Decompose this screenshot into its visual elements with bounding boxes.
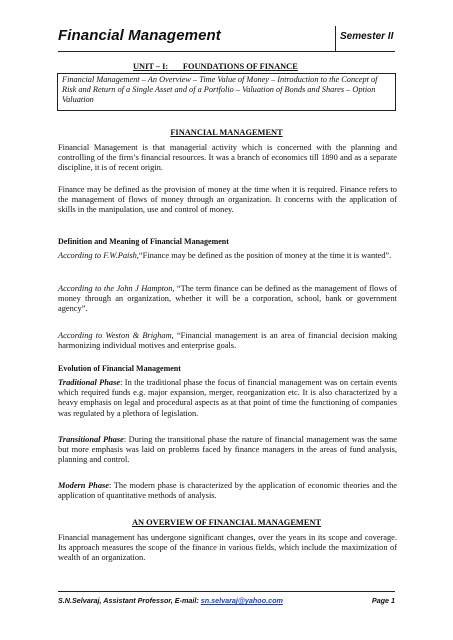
finance-definition-paragraph: Finance may be defined as the provision of money at the time when it is required. Finance refers to the management of flows of money through an organization. It concerns with the application of skills in the manipulation, use and control of money. bbox=[58, 185, 397, 215]
footer-page-number: Page 1 bbox=[371, 596, 395, 605]
unit-label: UNIT – I: bbox=[133, 62, 169, 71]
hampton-quote: “The term finance can be defined as the management of flows of money through an organization, whether it will be a corporation, school, bank or government agency”. bbox=[58, 284, 397, 314]
definition-heading: Definition and Meaning of Financial Management bbox=[58, 237, 229, 246]
header-semester: Semester II bbox=[340, 31, 394, 42]
transitional-phase-label: Transitional Phase bbox=[58, 435, 124, 444]
definition-hampton bbox=[58, 284, 397, 315]
section-heading-overview: AN OVERVIEW OF FINANCIAL MANAGEMENT bbox=[131, 518, 322, 527]
definition-paish bbox=[58, 251, 397, 261]
modern-phase-text: : The modern phase is characterized by the application of economic theories and the application of quantitative methods of analysis. bbox=[58, 481, 397, 501]
intro-paragraph: Financial Management is that managerial activity which is concerned with the planning and controlling of the firm’s financial resources. It was a branch of economics till 1890 and as a separate discipline, it is of recent origin. bbox=[58, 143, 397, 173]
definition-weston-brigham bbox=[58, 331, 397, 351]
header-title: Financial Management bbox=[58, 27, 221, 44]
modern-phase-paragraph bbox=[58, 481, 397, 501]
hampton-source: According to the John J Hampton, bbox=[58, 284, 175, 293]
syllabus-box: Financial Management – An Overview – Time Value of Money – Introduction to the Concept of Risk and Return of a Single Asset and of a Portfolio – Valuation of Bonds and Shares – Option Valuation bbox=[57, 73, 396, 111]
header-divider bbox=[335, 26, 336, 51]
weston-quote: “Financial management is an area of financial decision making harmonizing individual motives and enterprise goals. bbox=[58, 331, 397, 351]
footer-email-link[interactable]: sn.selvaraj@yahoo.com bbox=[200, 596, 283, 605]
page-header bbox=[58, 26, 395, 52]
overview-paragraph: Financial management has undergone significant changes, over the years in its scope and coverage. Its approach measures the scope of the finance in various fields, which include the maximization of wealth of an organization. bbox=[58, 533, 397, 563]
unit-title: FOUNDATIONS OF FINANCE bbox=[182, 62, 298, 71]
paish-source: According to F.W.Paish, bbox=[58, 251, 139, 260]
page-footer bbox=[58, 591, 395, 605]
traditional-phase-text: : In the traditional phase the focus of financial management was on certain events which required funds e.g. major expansion, merger, reorganization etc. It is also characterized by a heavy emphasis on legal and procedural aspects as at that point of time the functioning of companies was regulated by a plethora of legislation. bbox=[58, 378, 397, 418]
traditional-phase-label: Traditional Phase bbox=[58, 378, 121, 387]
section-heading-financial-management: FINANCIAL MANAGEMENT bbox=[170, 128, 283, 137]
evolution-heading: Evolution of Financial Management bbox=[58, 364, 181, 373]
footer-author bbox=[58, 596, 283, 605]
unit-heading bbox=[133, 62, 298, 71]
paish-quote: “Finance may be defined as the position of money at the time it is wanted”. bbox=[138, 251, 392, 260]
transitional-phase-paragraph bbox=[58, 435, 397, 466]
transitional-phase-text: : During the transitional phase the nature of financial management was the same but more emphasis was laid on problems faced by finance managers in the areas of fund analysis, planning and control. bbox=[58, 435, 397, 465]
footer-author-text: S.N.Selvaraj, Assistant Professor, E-mail: bbox=[58, 596, 201, 605]
traditional-phase-paragraph bbox=[58, 378, 397, 419]
modern-phase-label: Modern Phase bbox=[58, 481, 109, 490]
weston-source: According to Weston & Brigham, bbox=[58, 331, 174, 340]
